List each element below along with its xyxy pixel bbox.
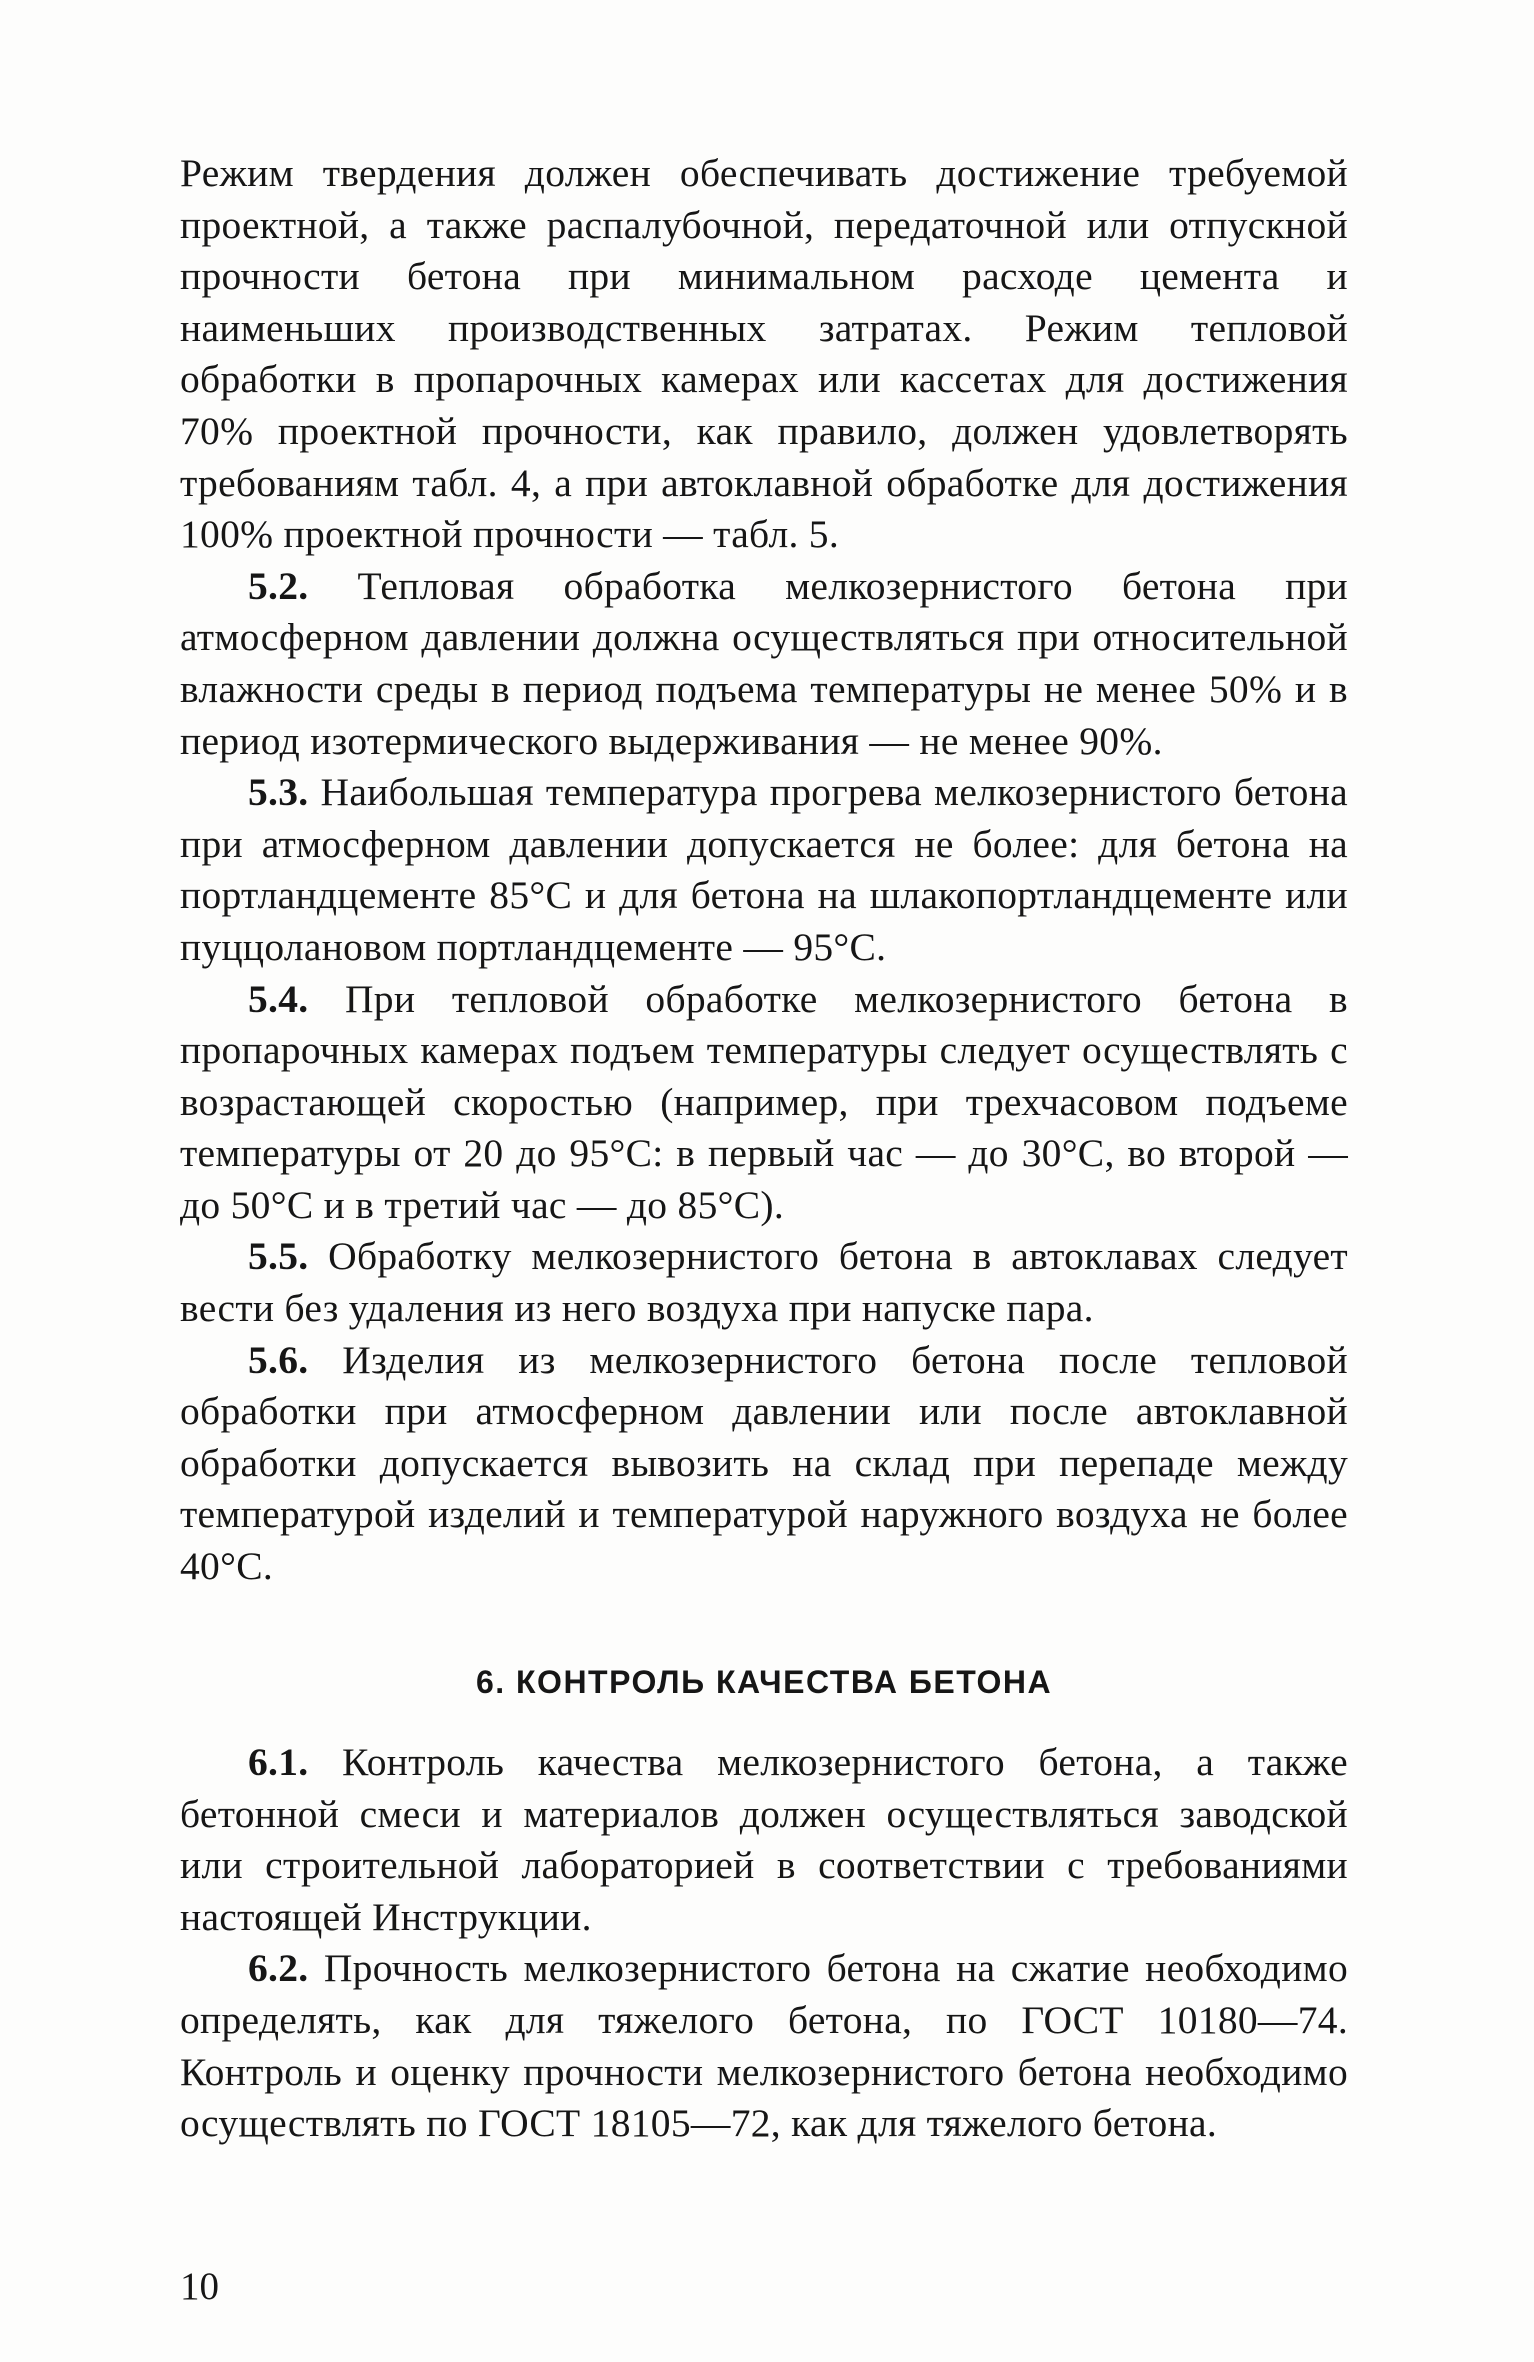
paragraph-6-2	[180, 1943, 1348, 2149]
paragraph-5-5	[180, 1231, 1348, 1334]
paragraph-5-6	[180, 1335, 1348, 1593]
paragraph-number: 5.6.	[248, 1337, 309, 1382]
paragraph-number: 5.3.	[248, 770, 309, 815]
paragraph-6-1	[180, 1737, 1348, 1943]
paragraph-5-3	[180, 767, 1348, 973]
section-5-body	[180, 148, 1348, 1593]
paragraph-number: 6.1.	[248, 1740, 309, 1784]
page-number: 10	[180, 2265, 219, 2308]
paragraph-number: 5.2.	[248, 563, 309, 608]
paragraph-text: Наибольшая температура прогрева мелкозернистого бетона при атмосферном давлении допускается не более: для бетона на портландцементе 85°С и для бетона на шлакопортландцементе или пуццолановом портландцементе — 95°С.	[180, 770, 1348, 969]
paragraph-5-2	[180, 561, 1348, 767]
section-6-body	[180, 1737, 1348, 2150]
intro-paragraph: Режим твердения должен обеспечивать достижение требуемой проектной, а также распалубочной, передаточной или отпускной прочности бетона при минимальном расходе цемента и наименьших производственных затратах. Режим тепловой обработки в пропарочных камерах или кассетах для достижения 70% проектной прочности, как правило, должен удовлетворять требованиям табл. 4, а при автоклавной обработке для достижения 100% проектной прочности — табл. 5.	[180, 151, 1348, 557]
paragraph-text: Изделия из мелкозернистого бетона после тепловой обработки при атмосферном давлении или после автоклавной обработки допускается вывозить на склад при перепаде между температурой изделий и температурой наружного воздуха не более 40°С.	[180, 1337, 1348, 1589]
paragraph-5-4	[180, 974, 1348, 1232]
section-heading: 6. КОНТРОЛЬ КАЧЕСТВА БЕТОНА	[475, 1664, 1053, 1700]
paragraph-text: Тепловая обработка мелкозернистого бетона при атмосферном давлении должна осуществляться при относительной влажности среды в период подъема температуры не менее 50% и в период изотермического выдерживания — не менее 90%.	[180, 563, 1348, 763]
paragraph-text: Обработку мелкозернистого бетона в автоклавах следует вести без удаления из него воздуха при напуске пара.	[180, 1234, 1348, 1331]
paragraph-text: При тепловой обработке мелкозернистого бетона в пропарочных камерах подъем температуры следует осуществлять с возрастающей скоростью (например, при трехчасовом подъеме температуры от 20 до 95°С: в первый час — до 30°С, во второй — до 50°С и в третий час — до 85°С).	[180, 976, 1348, 1227]
paragraph-number: 6.2.	[248, 1946, 309, 1991]
paragraph-text: Контроль качества мелкозернистого бетона, а также бетонной смеси и материалов должен осуществляться заводской или строительной лабораторией в соответствии с требованиями настоящей Инструкции.	[180, 1740, 1348, 1939]
paragraph-number: 5.5.	[248, 1234, 309, 1279]
paragraph-number: 5.4.	[248, 976, 309, 1021]
paragraph-text: Прочность мелкозернистого бетона на сжатие необходимо определять, как для тяжелого бетона, по ГОСТ 10180—74. Контроль и оценку прочности мелкозернистого бетона необходимо осуществлять по ГОСТ 18105—72, как для тяжелого бетона.	[180, 1946, 1348, 2146]
